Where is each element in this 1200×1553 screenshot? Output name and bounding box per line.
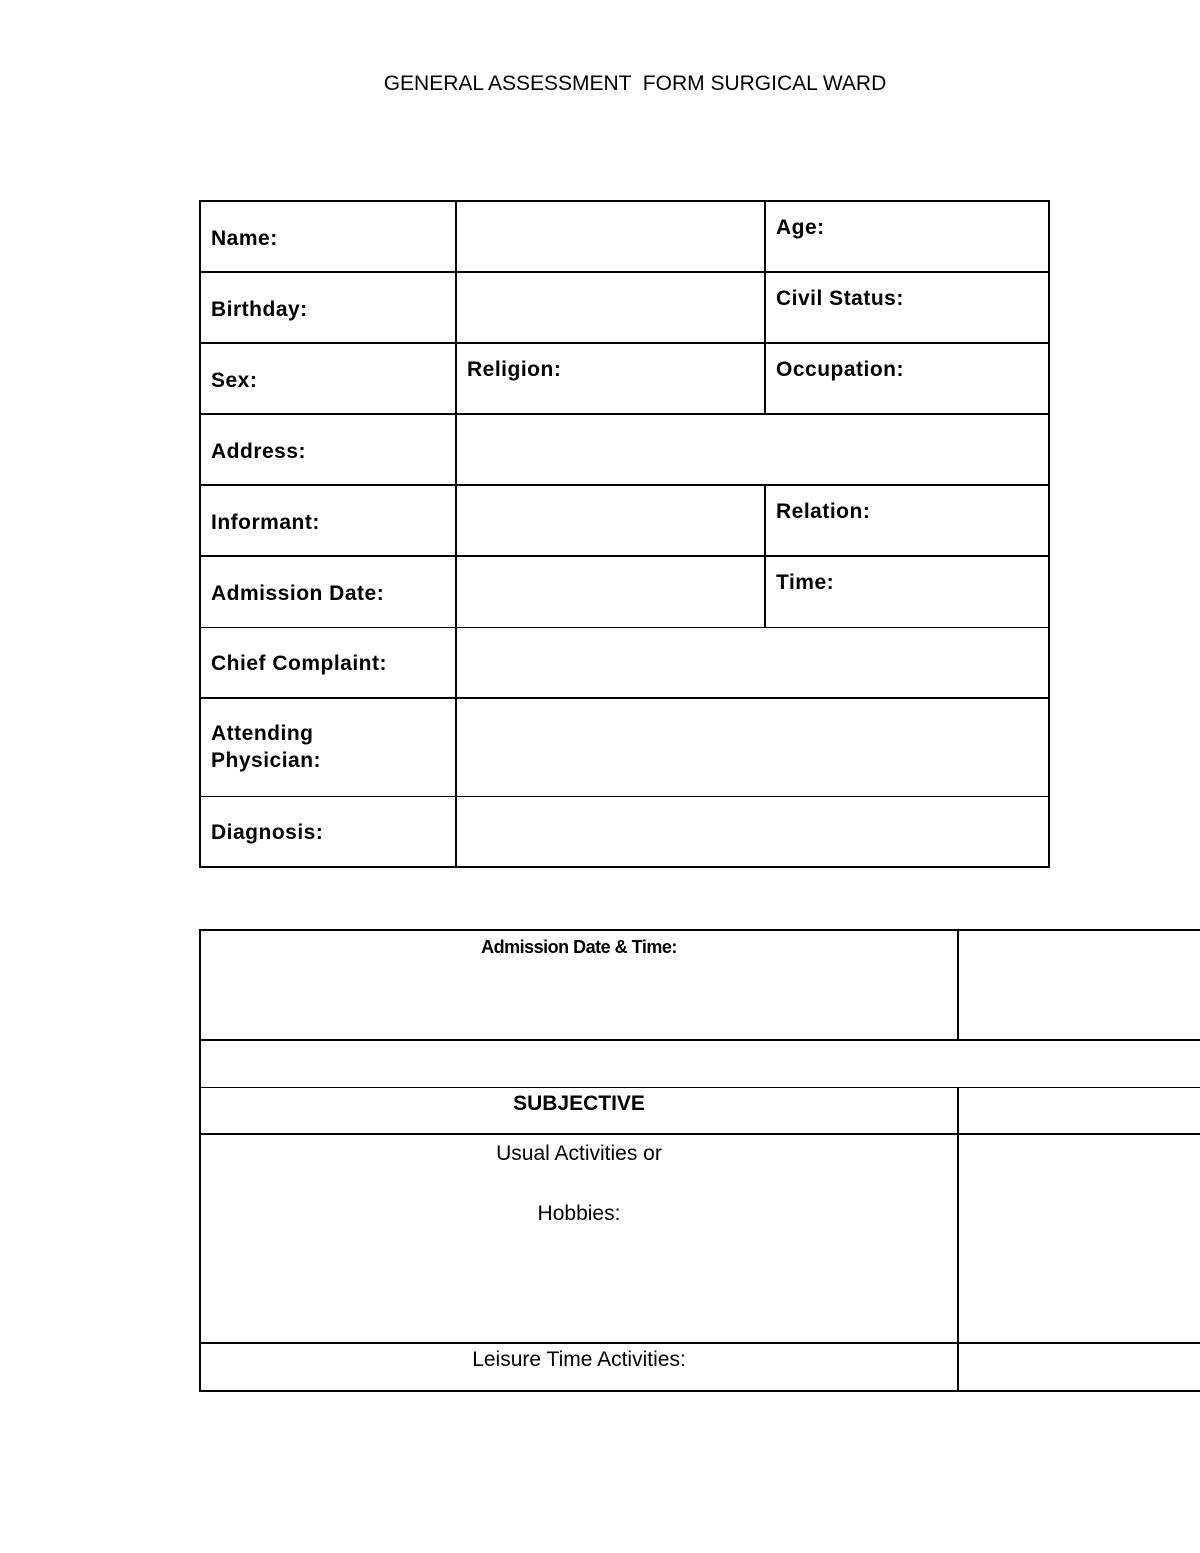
row-usual-activities — [200, 1134, 1200, 1343]
chief-complaint-field[interactable] — [456, 627, 1049, 698]
leisure-label: Leisure Time Activities: — [472, 1348, 686, 1371]
leisure-side-cell[interactable] — [958, 1343, 1200, 1391]
usual-activities-side-cell[interactable] — [958, 1134, 1200, 1343]
occupation-field[interactable] — [765, 343, 1049, 414]
attending-physician-label-line1: Attending — [211, 722, 314, 746]
civil-status-label: Civil Status: — [776, 287, 904, 310]
row-subjective — [200, 1087, 1200, 1134]
admission-datetime-value-cell[interactable] — [958, 930, 1200, 1040]
informant-field[interactable] — [456, 485, 765, 556]
row-blank — [200, 1040, 1200, 1087]
admission-datetime-cell[interactable] — [200, 930, 958, 1040]
diagnosis-label-cell — [200, 796, 456, 867]
usual-activities-label-line1: Usual Activities or — [496, 1142, 662, 1165]
sex-field[interactable] — [200, 343, 456, 414]
birthday-label: Birthday: — [211, 297, 308, 321]
usual-activities-cell[interactable] — [200, 1134, 958, 1343]
chief-complaint-label-cell — [200, 627, 456, 698]
row-leisure — [200, 1343, 1200, 1391]
informant-label-cell — [200, 485, 456, 556]
sex-label: Sex: — [211, 368, 258, 392]
subjective-side-cell[interactable] — [958, 1087, 1200, 1134]
subjective-header-cell — [200, 1087, 958, 1134]
address-label-cell — [200, 414, 456, 485]
age-field[interactable] — [765, 201, 1049, 272]
row-admission-date — [200, 556, 1049, 627]
row-address — [200, 414, 1049, 485]
address-label: Address: — [211, 439, 307, 463]
name-label-cell — [200, 201, 456, 272]
row-admission-datetime — [200, 930, 1200, 1040]
row-chief-complaint — [200, 627, 1049, 698]
usual-activities-label-line2: Hobbies: — [537, 1202, 621, 1225]
subjective-header: SUBJECTIVE — [513, 1091, 645, 1115]
row-attending-physician — [200, 698, 1049, 796]
diagnosis-label: Diagnosis: — [211, 821, 324, 845]
age-label: Age: — [776, 216, 825, 239]
blank-row-cell[interactable] — [200, 1040, 1200, 1087]
occupation-label: Occupation: — [776, 358, 905, 381]
leisure-cell[interactable] — [200, 1343, 958, 1391]
address-field[interactable] — [456, 414, 1049, 485]
time-label: Time: — [776, 571, 835, 594]
row-name — [200, 201, 1049, 272]
assessment-table — [199, 929, 1200, 1392]
informant-label: Informant: — [211, 510, 320, 534]
row-diagnosis — [200, 796, 1049, 867]
admission-date-field[interactable] — [456, 556, 765, 627]
diagnosis-field[interactable] — [456, 796, 1049, 867]
admission-datetime-label: Admission Date & Time: — [481, 937, 677, 957]
page-title: GENERAL ASSESSMENT FORM SURGICAL WARD — [383, 72, 887, 95]
admission-date-label-cell — [200, 556, 456, 627]
row-informant — [200, 485, 1049, 556]
birthday-label-cell — [200, 272, 456, 343]
name-label: Name: — [211, 226, 278, 250]
admission-date-label: Admission Date: — [211, 581, 385, 605]
religion-label: Religion: — [467, 358, 562, 381]
relation-field[interactable] — [765, 485, 1049, 556]
attending-physician-label-line2: Physician: — [211, 749, 322, 773]
patient-info-table — [199, 200, 1050, 868]
relation-label: Relation: — [776, 500, 871, 523]
birthday-field[interactable] — [456, 272, 765, 343]
religion-field[interactable] — [456, 343, 765, 414]
attending-physician-label-cell — [200, 698, 456, 796]
attending-physician-field[interactable] — [456, 698, 1049, 796]
chief-complaint-label: Chief Complaint: — [211, 652, 387, 676]
row-sex — [200, 343, 1049, 414]
row-birthday — [200, 272, 1049, 343]
time-field[interactable] — [765, 556, 1049, 627]
civil-status-field[interactable] — [765, 272, 1049, 343]
name-field[interactable] — [456, 201, 765, 272]
